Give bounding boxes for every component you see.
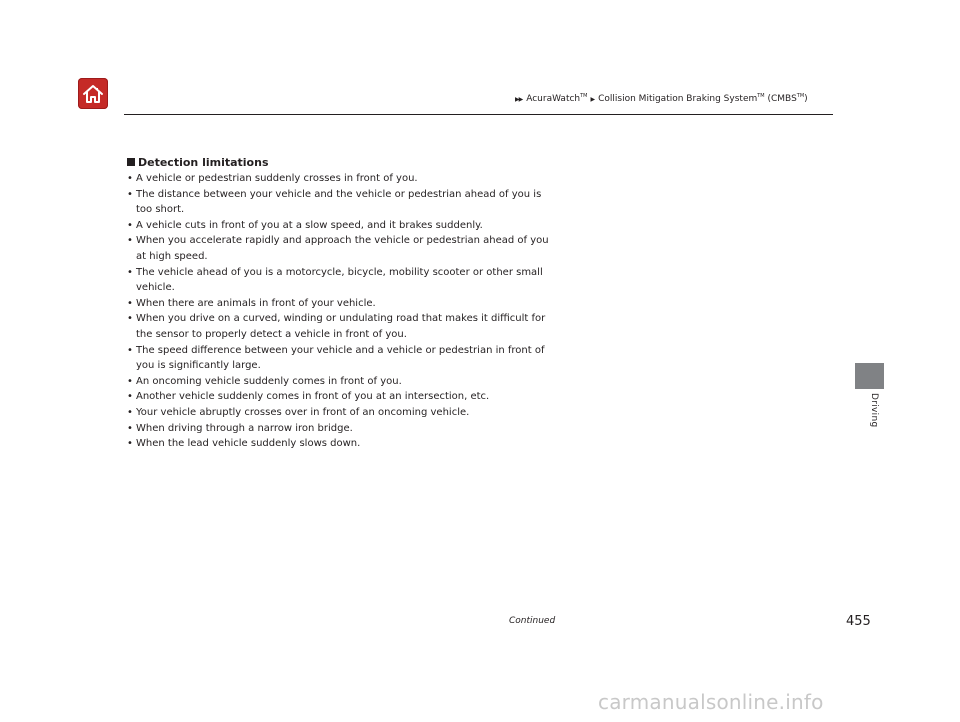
continued-label: Continued (509, 616, 556, 626)
breadcrumb-separator-icon: ▶ (590, 95, 596, 103)
list-item: • An oncoming vehicle suddenly comes in front of you. (127, 374, 557, 390)
chapter-tab-label: Driving (869, 393, 879, 428)
page-number: 455 (846, 614, 871, 629)
list-item: • When the lead vehicle suddenly slows down. (127, 436, 557, 452)
limitations-list (127, 171, 557, 452)
breadcrumb-item-cmbs-label: Collision Mitigation Braking System (598, 94, 758, 104)
watermark: carmanualsonline.info (598, 690, 824, 714)
breadcrumb-item-acurawatch-label: AcuraWatch (526, 94, 581, 104)
section-heading-text: Detection limitations (138, 155, 269, 169)
list-item: • When you accelerate rapidly and approach the vehicle or pedestrian ahead of you at high speed. (127, 233, 557, 264)
square-bullet-icon (127, 158, 135, 166)
list-item: • When you drive on a curved, winding or undulating road that makes it difficult for the sensor to properly detect a vehicle in front of you. (127, 311, 557, 342)
breadcrumb-abbrev-open: (CMBS (764, 94, 797, 104)
list-item: • The distance between your vehicle and the vehicle or pedestrian ahead of you is too short. (127, 187, 557, 218)
list-item: • The vehicle ahead of you is a motorcycle, bicycle, mobility scooter or other small vehicle. (127, 265, 557, 296)
home-icon (81, 82, 105, 106)
list-item: • When there are animals in front of your vehicle. (127, 296, 557, 312)
breadcrumb-item-acurawatch[interactable] (526, 94, 587, 104)
trademark-mark: TM (796, 93, 805, 99)
breadcrumb-abbrev-close: ) (804, 94, 808, 104)
trademark-mark: TM (757, 93, 765, 99)
list-item: • When driving through a narrow iron bridge. (127, 421, 557, 437)
trademark-mark: TM (580, 93, 588, 99)
breadcrumb-item-cmbs[interactable] (598, 94, 808, 104)
breadcrumb-arrows-icon: ▶▶ (515, 95, 523, 103)
breadcrumb (515, 94, 808, 104)
list-item: • A vehicle or pedestrian suddenly crosses in front of you. (127, 171, 557, 187)
list-item: • A vehicle cuts in front of you at a slow speed, and it brakes suddenly. (127, 218, 557, 234)
list-item: • The speed difference between your vehicle and a vehicle or pedestrian in front of you is significantly large. (127, 343, 557, 374)
list-item: • Another vehicle suddenly comes in front of you at an intersection, etc. (127, 389, 557, 405)
header-divider (124, 114, 833, 115)
section-heading (127, 155, 557, 169)
main-content (127, 155, 557, 452)
chapter-tab[interactable] (855, 363, 884, 389)
list-item: • Your vehicle abruptly crosses over in front of an oncoming vehicle. (127, 405, 557, 421)
home-button[interactable] (78, 78, 108, 109)
